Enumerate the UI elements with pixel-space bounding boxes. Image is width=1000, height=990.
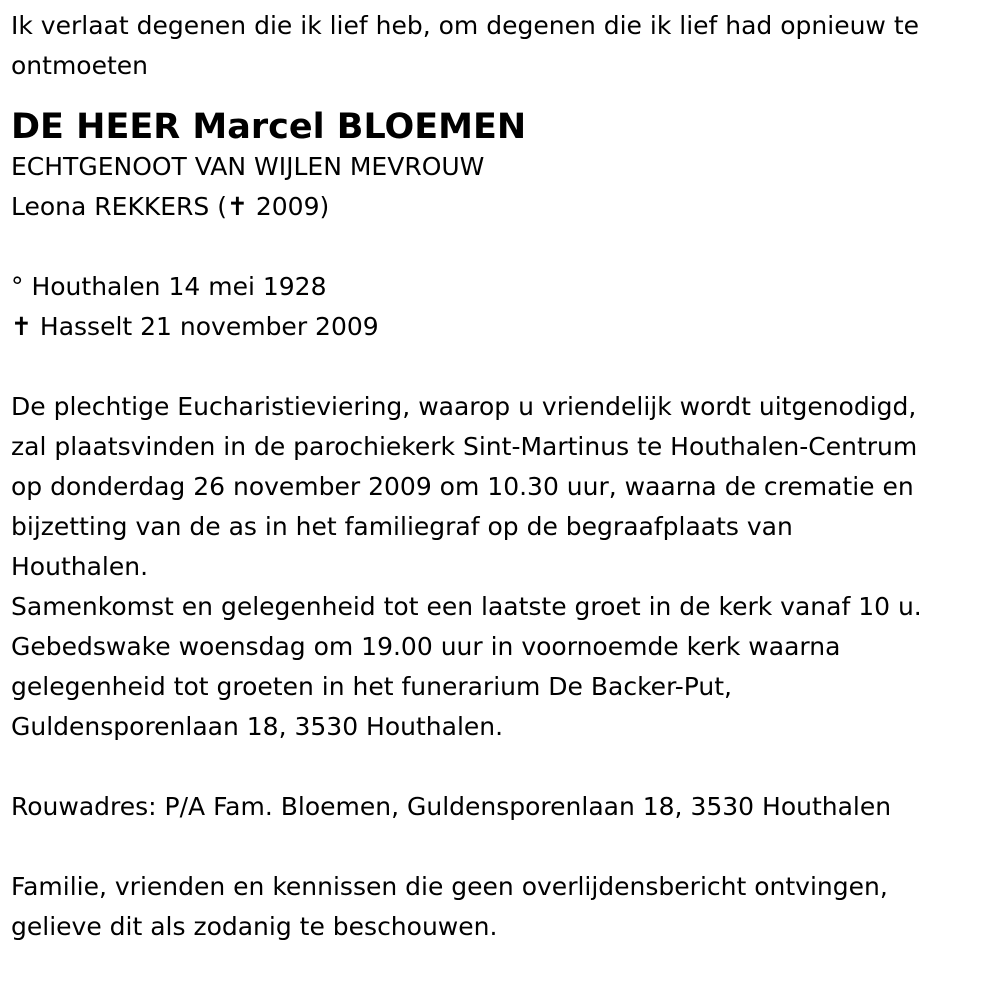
death-notice bbox=[11, 6, 996, 947]
spouse-name: Leona REKKERS (✝ 2009) bbox=[11, 192, 330, 221]
birth-line: ° Houthalen 14 mei 1928 bbox=[11, 272, 327, 301]
motto bbox=[11, 6, 996, 86]
closing-note bbox=[11, 867, 996, 947]
motto-line: ontmoeten bbox=[11, 51, 148, 80]
spouse-line: ECHTGENOOT VAN WIJLEN MEVROUW bbox=[11, 152, 485, 181]
spacer bbox=[11, 347, 996, 387]
spacer bbox=[11, 747, 996, 787]
ceremony-line: zal plaatsvinden in de parochiekerk Sint-Martinus te Houthalen-Centrum bbox=[11, 432, 918, 461]
ceremony-line: Samenkomst en gelegenheid tot een laatste groet in de kerk vanaf 10 u. bbox=[11, 592, 922, 621]
deceased-name: DE HEER Marcel BLOEMEN bbox=[11, 107, 527, 147]
ceremony-line: Houthalen. bbox=[11, 552, 149, 581]
spacer bbox=[11, 827, 996, 867]
death-line: ✝ Hasselt 21 november 2009 bbox=[11, 312, 379, 341]
ceremony-line: De plechtige Eucharistieviering, waarop u vriendelijk wordt uitgenodigd, bbox=[11, 392, 917, 421]
ceremony-details bbox=[11, 387, 996, 747]
ceremony-line: op donderdag 26 november 2009 om 10.30 uur, waarna de crematie en bbox=[11, 472, 914, 501]
mourning-address: Rouwadres: P/A Fam. Bloemen, Guldensporenlaan 18, 3530 Houthalen bbox=[11, 792, 892, 821]
ceremony-line: Guldensporenlaan 18, 3530 Houthalen. bbox=[11, 712, 504, 741]
motto-line: Ik verlaat degenen die ik lief heb, om degenen die ik lief had opnieuw te bbox=[11, 11, 920, 40]
closing-line: gelieve dit als zodanig te beschouwen. bbox=[11, 912, 498, 941]
ceremony-line: Gebedswake woensdag om 19.00 uur in voornoemde kerk waarna bbox=[11, 632, 841, 661]
closing-line: Familie, vrienden en kennissen die geen overlijdensbericht ontvingen, bbox=[11, 872, 888, 901]
spacer bbox=[11, 227, 996, 267]
ceremony-line: gelegenheid tot groeten in het funerarium De Backer-Put, bbox=[11, 672, 732, 701]
ceremony-line: bijzetting van de as in het familiegraf op de begraafplaats van bbox=[11, 512, 793, 541]
